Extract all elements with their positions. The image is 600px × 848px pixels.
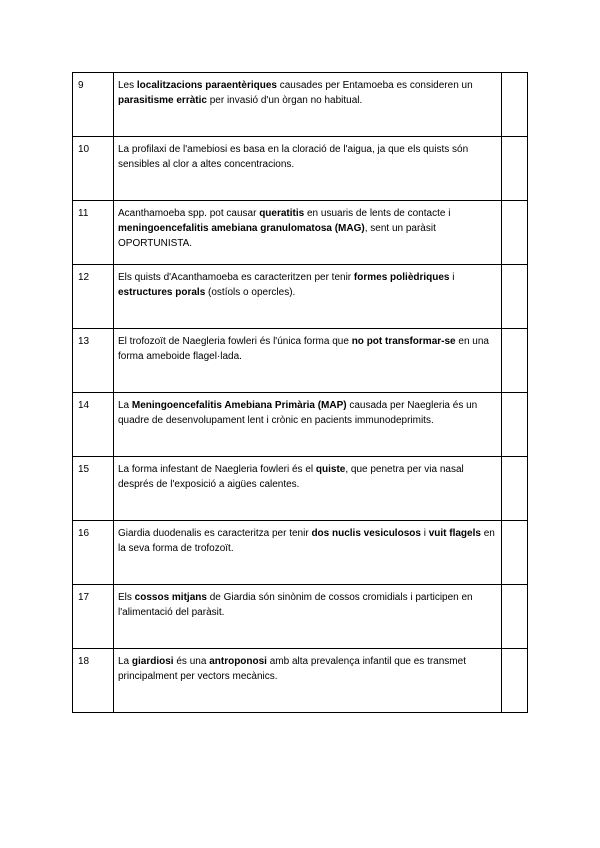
question-number-cell: [73, 649, 114, 713]
statement-text-segment: Les: [118, 80, 137, 91]
statements-table-body: [73, 73, 528, 713]
statement-text-segment: (ostíols o opercles).: [205, 287, 296, 298]
question-number-cell: [73, 73, 114, 137]
statement-text-segment: Acanthamoeba spp. pot causar: [118, 208, 260, 219]
statement-bold-term: Meningoencefalitis Amebiana Primària (MAP): [131, 400, 347, 411]
table-row: [73, 393, 528, 457]
question-number-cell: [73, 329, 114, 393]
statement-bold-term: estructures porals: [118, 287, 206, 298]
statement-bold-term: queratitis: [259, 208, 305, 219]
statement-text-segment: La profilaxi de l'amebiosi es basa en la cloració de l'aigua, ja que els quists són sensibles al clor a altes concentracions.: [118, 144, 469, 170]
statement-text: [114, 585, 501, 620]
statements-table: [72, 72, 528, 713]
statement-text-segment: La: [118, 656, 132, 667]
statement-bold-term: quiste: [315, 464, 346, 475]
statement-cell: [114, 201, 502, 265]
table-row: [73, 201, 528, 265]
statement-text-segment: , que penetra per via nasal després de l'exposició a aigües calentes.: [118, 464, 464, 490]
statement-text-segment: és una: [173, 656, 210, 667]
answer-box[interactable]: [502, 521, 528, 585]
table-row: [73, 265, 528, 329]
question-number-cell: [73, 457, 114, 521]
statement-text-segment: El trofozoït de Naegleria fowleri és l'única forma que: [118, 336, 352, 347]
statement-cell: [114, 457, 502, 521]
statement-cell: [114, 329, 502, 393]
question-number-cell: [73, 393, 114, 457]
statement-text-segment: La forma infestant de Naegleria fowleri és el: [118, 464, 316, 475]
statement-text-segment: La: [118, 400, 132, 411]
statement-cell: [114, 137, 502, 201]
statement-text-segment: i: [420, 528, 429, 539]
answer-box[interactable]: [502, 73, 528, 137]
answer-box[interactable]: [502, 393, 528, 457]
statement-cell: [114, 649, 502, 713]
table-row: [73, 137, 528, 201]
statement-text-segment: de Giardia són sinònim de cossos cromidials i participen en l'alimentació del paràsit.: [118, 592, 473, 618]
statement-text-segment: en la seva forma de trofozoït.: [118, 528, 495, 554]
statement-text: [114, 265, 501, 300]
table-row: [73, 585, 528, 649]
question-number-cell: [73, 521, 114, 585]
question-number-cell: [73, 585, 114, 649]
statement-text-segment: , sent un paràsit OPORTUNISTA.: [118, 223, 436, 249]
statement-text-segment: Els quists d'Acanthamoeba es caracteritzen per tenir: [118, 272, 354, 283]
question-number: 18: [78, 656, 90, 667]
question-number: 13: [78, 336, 90, 347]
statement-text: [114, 393, 501, 428]
statement-bold-term: meningoencefalitis amebiana granulomatosa (MAG): [118, 223, 365, 234]
question-number: 10: [78, 144, 90, 155]
statement-bold-term: no pot transformar-se: [351, 336, 456, 347]
question-number: 12: [78, 272, 90, 283]
statement-cell: [114, 73, 502, 137]
question-number: 17: [78, 592, 90, 603]
table-row: [73, 457, 528, 521]
answer-box[interactable]: [502, 649, 528, 713]
answer-box[interactable]: [502, 457, 528, 521]
statement-text: [114, 649, 501, 684]
statement-text: [114, 457, 501, 492]
answer-box[interactable]: [502, 137, 528, 201]
statement-text-segment: causades per Entamoeba es consideren un: [276, 80, 473, 91]
statement-bold-term: antroponosi: [209, 656, 267, 667]
statement-bold-term: dos nuclis vesiculosos: [311, 528, 421, 539]
statement-cell: [114, 521, 502, 585]
statement-bold-term: cossos mitjans: [134, 592, 207, 603]
question-number-cell: [73, 265, 114, 329]
question-number: 16: [78, 528, 90, 539]
question-number: 9: [78, 80, 84, 91]
statement-bold-term: vuit flagels: [428, 528, 481, 539]
statement-cell: [114, 265, 502, 329]
answer-box[interactable]: [502, 265, 528, 329]
statement-text: [114, 329, 501, 364]
statement-cell: [114, 393, 502, 457]
statement-text: [114, 73, 501, 108]
statement-cell: [114, 585, 502, 649]
answer-box[interactable]: [502, 201, 528, 265]
statement-bold-term: giardiosi: [131, 656, 174, 667]
statement-bold-term: parasitisme erràtic: [118, 95, 207, 106]
statement-bold-term: localitzacions paraentèriques: [136, 80, 277, 91]
statement-text-segment: causada per Naegleria és un quadre de desenvolupament lent i crònic en pacients immunodeprimits.: [118, 400, 478, 426]
table-row: [73, 329, 528, 393]
statement-text-segment: Els: [118, 592, 135, 603]
answer-box[interactable]: [502, 329, 528, 393]
question-number: 14: [78, 400, 90, 411]
statement-text: [114, 201, 501, 251]
statement-text: [114, 521, 501, 556]
answer-box[interactable]: [502, 585, 528, 649]
question-number: 11: [78, 208, 89, 219]
table-row: [73, 649, 528, 713]
statement-bold-term: formes polièdriques: [353, 272, 450, 283]
statement-text: [114, 137, 501, 172]
table-row: [73, 73, 528, 137]
statement-text-segment: en usuaris de lents de contacte i: [304, 208, 451, 219]
statement-text-segment: en una forma ameboide flagel·lada.: [118, 336, 489, 362]
statement-text-segment: Giardia duodenalis es caracteritza per tenir: [118, 528, 312, 539]
statement-text-segment: i: [449, 272, 455, 283]
table-row: [73, 521, 528, 585]
statement-text-segment: amb alta prevalença infantil que es transmet principalment per vectors mecànics.: [118, 656, 466, 682]
question-number: 15: [78, 464, 90, 475]
question-number-cell: [73, 137, 114, 201]
statement-text-segment: per invasió d'un òrgan no habitual.: [206, 95, 363, 106]
question-number-cell: [73, 201, 114, 265]
